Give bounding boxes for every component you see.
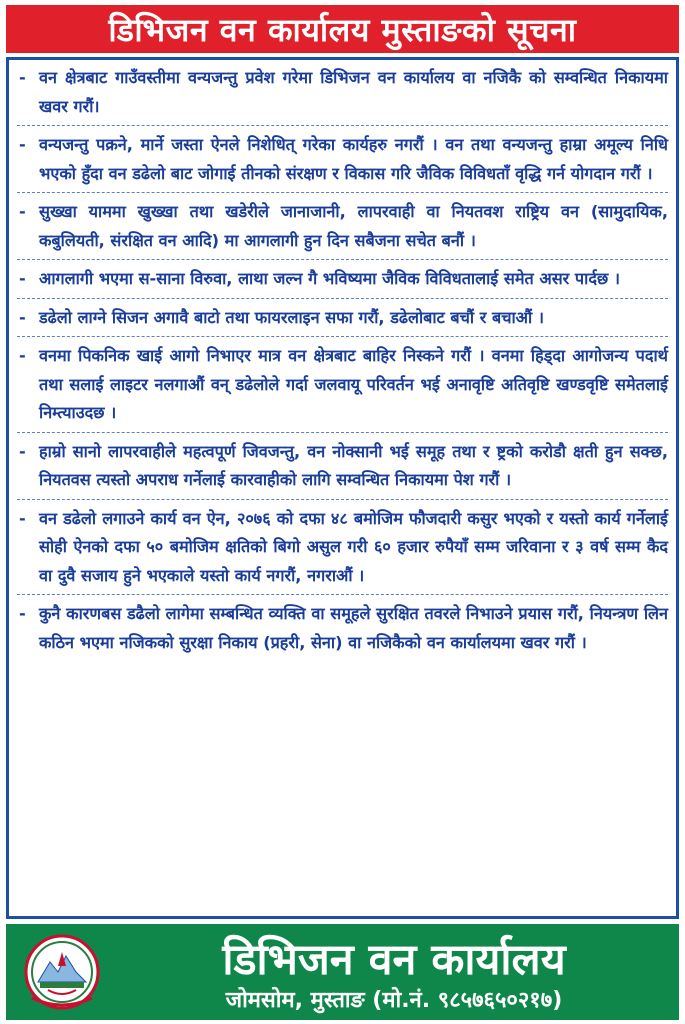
office-name: डिभिजन वन कार्यालय [222, 935, 566, 985]
bullet: - [19, 135, 26, 154]
notice-text: सुख्खा याममा खुख्खा तथा खडेरीले जानाजानी, लापरवाही वा नियतवश राष्ट्रिय वन (सामुदायिक, कबुलियती, संरक्षित वन आदि) मा आगलागी हुन दिन सबैजना सचेत बनौं । [39, 202, 668, 250]
footer-banner [6, 924, 679, 1020]
notice-text: डढेलो लाग्ने सिजन अगावै बाटो तथा फायरलाइन सफा गरौं, डढेलोबाट बचौं र बचाऔं । [39, 307, 544, 327]
notice-item [17, 600, 668, 661]
nepal-emblem-icon [18, 932, 106, 1012]
notice-item [17, 505, 668, 596]
bullet: - [19, 604, 26, 623]
notice-item [17, 265, 668, 299]
bullet: - [19, 307, 26, 327]
notice-text: कुनै कारणबस डढैलो लागेमा सम्बन्धित व्यक्ति वा समूहले सुरक्षित तवरले निभाउने प्रयास गरौं, नियन्त्रण लिन कठिन भएमा नजिकको सुरक्षा निकाय (प्रहरी, सेना) वा नजिकैको वन कार्यालयमा खवर गरौं । [39, 604, 668, 652]
notice-text: वन्यजन्तु पक्रने, मार्ने जस्ता ऐनले निशेधित् गरेका कार्यहरु नगरौं । वन तथा वन्यजन्तु हाम्रा अमूल्य निधि भएको हुँदा वन डढेलो बाट जोगाई तीनको संरक्षण र विकास गरि जैविक विविधताँ वृद्धि गर्न योगदान गरौं । [39, 135, 668, 183]
bullet: - [19, 202, 26, 221]
office-address: जोमसोम, मुस्ताङ (मो.नं. ९८५७६५०२१७) [225, 988, 563, 1013]
bullet: - [19, 508, 26, 528]
notice-item [17, 304, 668, 338]
bullet: - [19, 269, 26, 288]
notice-text: आगलागी भएमा स-साना विरुवा, लाथा जल्न गै भविष्यमा जैविक विविधतालाई समेत असर पार्दछ । [39, 269, 621, 288]
notice-list [6, 57, 679, 919]
notice-item [17, 438, 668, 500]
page-title: डिभिजन वन कार्यालय मुस्ताङको सूचना [108, 10, 577, 49]
bullet: - [19, 68, 26, 87]
bullet: - [19, 441, 26, 461]
notice-text: वनमा पिकनिक खाई आगो निभाएर मात्र वन क्षेत्रबाट बाहिर निस्कने गरौं । वनमा हिड्दा आगोजन्य पदार्थ तथा सलाई लाइटर नलगाऔं वन् डढेलोले गर्दा जलवायू परिवर्तन भई अनावृष्टि अतिवृष्टि खण्डवृष्टि समेतलाई निम्त्याउदछ । [39, 346, 668, 422]
notice-item [17, 198, 668, 260]
notice-text: वन क्षेत्रबाट गाउँवस्तीमा वन्यजन्तु प्रवेश गरेमा डिभिजन वन कार्यालय वा नजिकै को सम्वन्धित निकायमा खवर गरौं। [39, 68, 668, 116]
notice-item [17, 64, 668, 126]
notice-item [17, 342, 668, 433]
header-banner [6, 5, 679, 53]
bullet: - [19, 346, 26, 365]
notice-text: हाम्रो सानो लापरवाहीले महत्वपूर्ण जिवजन्तु, वन नोक्सानी भई समूह तथा र ष्ट्रको करोडौ क्षती हुन सक्छ, नियतवस त्यस्तो अपराध गर्नेलाई कारवाहीको लागि सम्वन्धित निकायमा पेश गरौं । [39, 441, 668, 489]
notice-item [17, 131, 668, 193]
notice-text: वन डढेलो लगाउने कार्य वन ऐन, २०७६ को दफा ४८ बमोजिम फौजदारी कसुर भएको र यस्तो कार्य गर्नेलाई सोही ऐनको दफा ५० बमोजिम क्षतिको बिगो असुल गरी ६० हजार रुपैयाँ सम्म जरिवाना र ३ वर्ष सम्म कैद वा दुवै सजाय हुने भएकाले यस्तो कार्य नगरौं, नगराऔं । [39, 508, 668, 585]
